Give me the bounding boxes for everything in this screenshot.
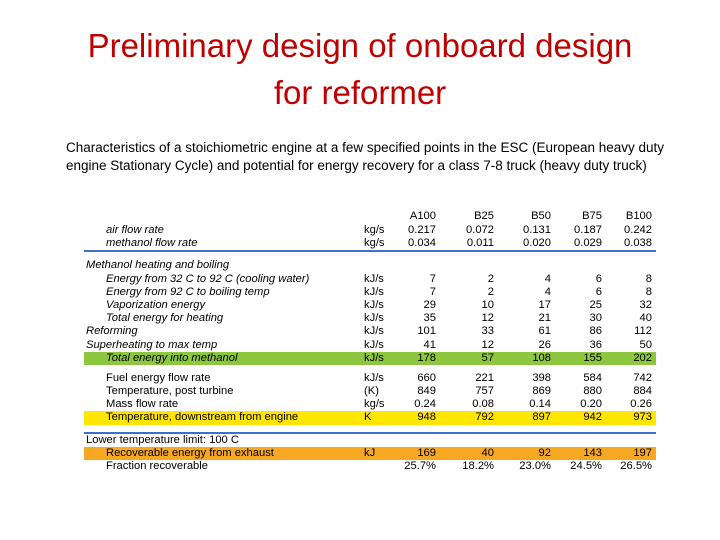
slide-title-line-1: Preliminary design of onboard design	[87, 27, 633, 64]
row-unit: kJ/s	[364, 338, 384, 351]
cell-b25: 2	[487, 285, 494, 298]
cell-b100: 0.26	[630, 398, 652, 411]
cell-b100: 202	[633, 351, 652, 364]
row-unit: kJ/s	[364, 298, 384, 311]
cell-b100: 742	[633, 371, 652, 384]
cell-b100: 26.5%	[620, 460, 652, 472]
cell-b25: 792	[475, 411, 494, 424]
row-unit: kJ	[364, 446, 376, 459]
cell-b100: 40	[639, 312, 652, 325]
table-section-lower-temp-limit	[84, 432, 656, 447]
row-unit: (K)	[364, 385, 379, 398]
table-row-fraction-recoverable	[84, 460, 656, 473]
cell-b75: 143	[583, 446, 602, 459]
cell-a100: 178	[417, 351, 436, 364]
table-header-row	[84, 209, 656, 224]
cell-b75: 24.5%	[570, 460, 602, 472]
cell-b25: 0.08	[472, 398, 494, 411]
cell-b100: 197	[633, 446, 652, 459]
cell-b50: 0.131	[523, 224, 551, 236]
table-row-total-energy-heating	[84, 312, 656, 325]
cell-b100: 0.242	[624, 224, 652, 236]
cell-a100: 25.7%	[404, 460, 436, 472]
cell-b25: 12	[481, 312, 494, 325]
row-unit: kJ/s	[364, 285, 384, 298]
cell-a100: 29	[423, 298, 436, 311]
row-unit: kJ/s	[364, 272, 384, 285]
cell-b25: 18.2%	[462, 460, 494, 472]
cell-b50: 4	[544, 272, 551, 285]
table-row-vaporization-energy	[84, 299, 656, 312]
row-label: Fuel energy flow rate	[106, 371, 211, 384]
table-row-reforming	[84, 325, 656, 338]
table-row-mass-flow-rate	[84, 398, 656, 411]
cell-b75: 6	[595, 285, 602, 298]
cell-b50: 17	[538, 298, 551, 311]
cell-b75: 86	[589, 325, 602, 338]
cell-b50: 897	[532, 411, 551, 424]
table-spacer	[84, 365, 656, 372]
slide-title-line-2: for reformer	[273, 74, 447, 111]
engine-characteristics-table	[84, 209, 656, 473]
cell-b50: 26	[538, 338, 551, 351]
cell-b75: 942	[583, 411, 602, 424]
row-unit: kg/s	[364, 237, 385, 250]
header-b50: B50	[531, 210, 551, 222]
cell-a100: 0.217	[408, 224, 436, 236]
row-label: Recoverable energy from exhaust	[106, 446, 274, 459]
cell-b50: 23.0%	[519, 460, 551, 472]
table-row-temperature-downstream	[84, 411, 656, 424]
table-row-energy-92-boiling	[84, 286, 656, 299]
intro-paragraph: Characteristics of a stoichiometric engine at a few specified points in the ESC (European heavy duty engine Stationary Cycle) and potential for energy recovery for a class 7-8 truck (heavy duty truck)	[66, 140, 665, 173]
header-a100: A100	[409, 210, 436, 222]
cell-b75: 0.20	[580, 398, 602, 411]
cell-b100: 0.038	[624, 237, 652, 250]
cell-b75: 0.029	[574, 237, 602, 250]
row-label: Superheating to max temp	[86, 338, 218, 351]
cell-b50: 108	[532, 351, 551, 364]
cell-b50: 4	[544, 285, 551, 298]
row-label: Total energy into methanol	[106, 351, 238, 364]
row-label: Temperature, post turbine	[106, 385, 234, 398]
cell-b50: 869	[532, 385, 551, 398]
table-row-air-flow-rate	[84, 224, 656, 237]
table-row-total-energy-methanol	[84, 352, 656, 365]
cell-b75: 0.187	[574, 224, 602, 236]
cell-b75: 30	[589, 312, 602, 325]
cell-b75: 880	[583, 385, 602, 398]
cell-b25: 10	[481, 298, 494, 311]
cell-b75: 36	[589, 338, 602, 351]
row-unit: kg/s	[364, 224, 385, 236]
row-unit: kg/s	[364, 398, 385, 411]
table-spacer	[84, 252, 656, 259]
cell-b100: 112	[634, 325, 652, 338]
row-label: Fraction recoverable	[106, 460, 208, 472]
cell-b75: 584	[583, 371, 602, 384]
cell-a100: 660	[417, 371, 436, 384]
cell-b25: 12	[481, 338, 494, 351]
row-unit: kJ/s	[364, 325, 384, 338]
row-label: methanol flow rate	[106, 237, 198, 250]
cell-a100: 948	[417, 411, 436, 424]
cell-a100: 7	[429, 285, 436, 298]
row-label: Mass flow rate	[106, 398, 179, 411]
cell-b100: 973	[633, 411, 652, 424]
cell-b75: 25	[589, 298, 602, 311]
table-row-fuel-energy-flow	[84, 372, 656, 385]
table-row-energy-32-92	[84, 273, 656, 286]
cell-b25: 221	[475, 371, 494, 384]
cell-b50: 21	[538, 312, 551, 325]
slide-title	[0, 22, 720, 116]
row-unit: kJ/s	[364, 371, 384, 384]
row-unit: K	[364, 411, 372, 424]
cell-b25: 757	[475, 385, 494, 398]
cell-b75: 6	[595, 272, 602, 285]
cell-b25: 57	[481, 351, 494, 364]
cell-a100: 0.24	[414, 398, 436, 411]
cell-a100: 101	[417, 325, 436, 338]
cell-a100: 35	[423, 312, 436, 325]
cell-b100: 884	[633, 385, 652, 398]
cell-a100: 849	[417, 385, 436, 398]
header-b100: B100	[625, 210, 652, 222]
row-label: Energy from 92 C to boiling temp	[106, 285, 270, 298]
header-b25: B25	[474, 210, 494, 222]
cell-b50: 92	[538, 446, 551, 459]
cell-a100: 7	[429, 272, 436, 285]
cell-b50: 398	[532, 371, 551, 384]
cell-b50: 61	[538, 325, 551, 338]
row-label: Energy from 32 C to 92 C (cooling water)	[106, 272, 310, 285]
row-label: Reforming	[86, 325, 138, 338]
cell-b25: 2	[487, 272, 494, 285]
table-row-temperature-post-turbine	[84, 385, 656, 398]
table-row-methanol-flow-rate	[84, 237, 656, 252]
cell-b25: 33	[481, 325, 494, 338]
cell-a100: 0.034	[408, 237, 436, 250]
table-section-methanol-heating	[84, 259, 656, 272]
cell-b100: 50	[639, 338, 652, 351]
table-spacer	[84, 425, 656, 432]
table-row-superheating	[84, 339, 656, 352]
cell-b75: 155	[583, 351, 602, 364]
section-label: Methanol heating and boiling	[86, 259, 230, 272]
cell-b100: 32	[639, 298, 652, 311]
cell-a100: 169	[417, 446, 436, 459]
cell-b100: 8	[645, 272, 652, 285]
row-label: Vaporization energy	[106, 298, 206, 311]
cell-b25: 0.011	[466, 237, 494, 250]
table-row-recoverable-energy	[84, 447, 656, 460]
cell-b50: 0.14	[529, 398, 551, 411]
cell-b100: 8	[645, 285, 652, 298]
header-b75: B75	[582, 210, 602, 222]
cell-b25: 0.072	[466, 224, 494, 236]
cell-b50: 0.020	[523, 237, 551, 250]
row-unit: kJ/s	[364, 312, 384, 325]
row-label: air flow rate	[106, 224, 164, 236]
cell-a100: 41	[423, 338, 436, 351]
section-label: Lower temperature limit: 100 C	[86, 433, 239, 446]
row-unit: kJ/s	[364, 351, 384, 364]
row-label: Total energy for heating	[106, 312, 224, 325]
row-label: Temperature, downstream from engine	[106, 411, 299, 424]
cell-b25: 40	[481, 446, 494, 459]
